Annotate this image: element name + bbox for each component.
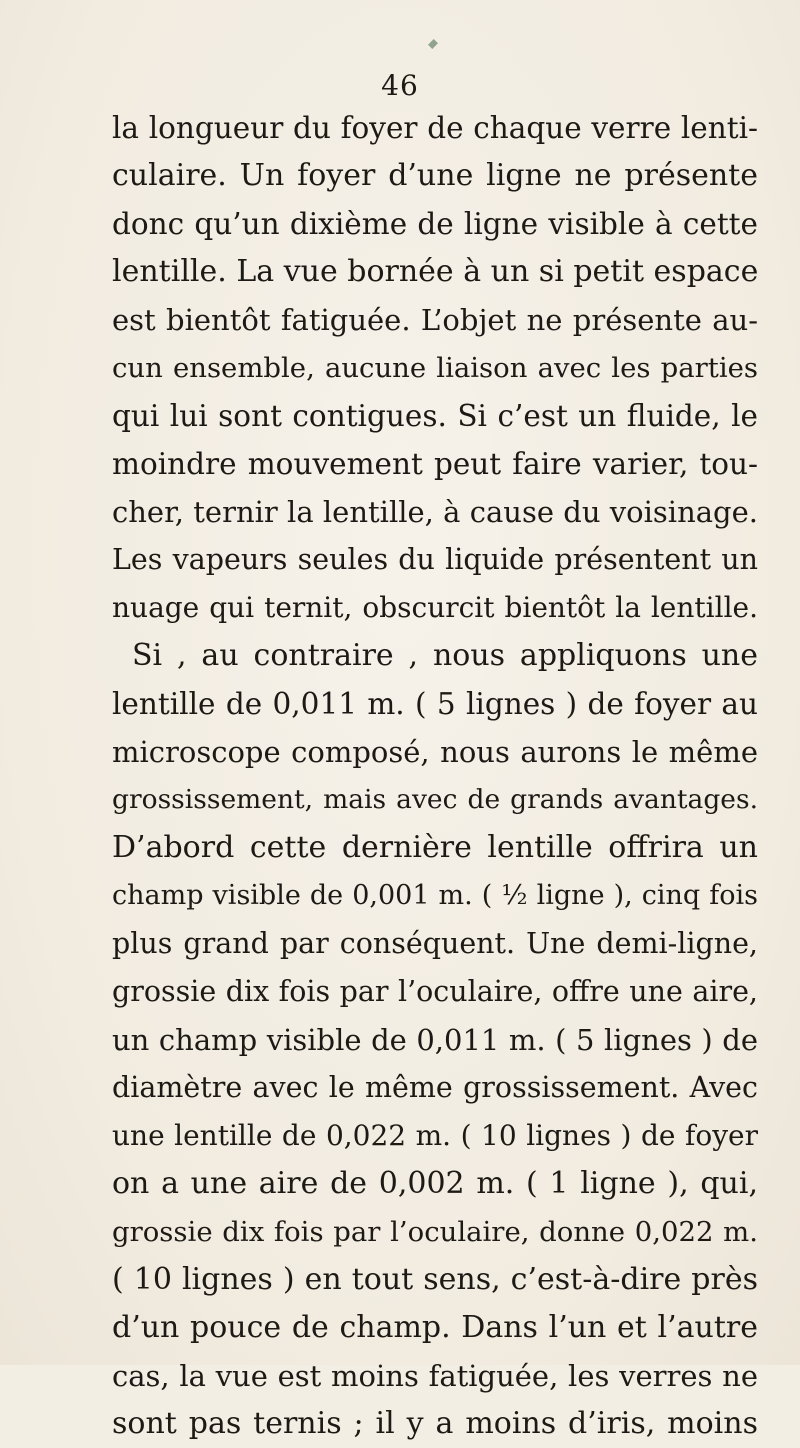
text-line: cas, la vue est moins fatiguée, les verres ne <box>112 1359 758 1393</box>
text-line: moindre mouvement peut faire varier, tou- <box>112 447 758 481</box>
text-line: microscope composé, nous aurons le même <box>112 735 758 769</box>
text-line: ( 10 lignes ) en tout sens, c’est-à-dire près <box>112 1262 758 1297</box>
text-line: cun ensemble, aucune liaison avec les parties <box>112 352 758 384</box>
text-line: grossie dix fois par l’oculaire, offre une aire, <box>112 975 758 1008</box>
text-line: plus grand par conséquent. Une demi-ligne, <box>112 927 758 960</box>
text-line: grossissement, mais avec de grands avantages. <box>112 784 758 815</box>
text-line: champ visible de 0,001 m. ( ½ ligne ), cinq fois <box>112 880 758 911</box>
page-number: 46 <box>381 69 419 102</box>
text-line: sont pas ternis ; il y a moins d’iris, moins <box>112 1406 758 1441</box>
ink-speck-ornament <box>428 39 438 49</box>
text-line: D’abord cette dernière lentille offrira un <box>112 830 758 865</box>
text-line: on a une aire de 0,002 m. ( 1 ligne ), qui, <box>112 1166 758 1201</box>
text-line: qui lui sont contigues. Si c’est un fluide, le <box>112 399 758 433</box>
text-line: diamètre avec le même grossissement. Avec <box>112 1071 758 1104</box>
text-line: d’un pouce de champ. Dans l’un et l’autre <box>112 1310 758 1345</box>
text-line: lentille. La vue bornée à un si petit espace <box>112 254 758 289</box>
text-line: lentille de 0,011 m. ( 5 lignes ) de foyer au <box>112 687 758 721</box>
text-line: un champ visible de 0,011 m. ( 5 lignes ) de <box>112 1023 758 1057</box>
text-line: grossie dix fois par l’oculaire, donne 0,022 m. <box>112 1216 758 1248</box>
text-line: culaire. Un foyer d’une ligne ne présente <box>112 158 758 193</box>
text-line: cher, ternir la lentille, à cause du voisinage. <box>112 495 758 529</box>
text-line-paragraph-start: Si , au contraire , nous appliquons une <box>132 638 758 673</box>
text-line: nuage qui ternit, obscurcit bientôt la lentille. <box>112 591 758 624</box>
text-line: donc qu’un dixième de ligne visible à cette <box>112 207 758 241</box>
text-line: Les vapeurs seules du liquide présentent un <box>112 543 758 576</box>
text-line: une lentille de 0,022 m. ( 10 lignes ) de foyer <box>112 1119 758 1152</box>
text-line: est bientôt fatiguée. L’objet ne présente au- <box>112 303 758 337</box>
body-text <box>112 104 758 1448</box>
text-line: la longueur du foyer de chaque verre lenti- <box>112 111 758 145</box>
